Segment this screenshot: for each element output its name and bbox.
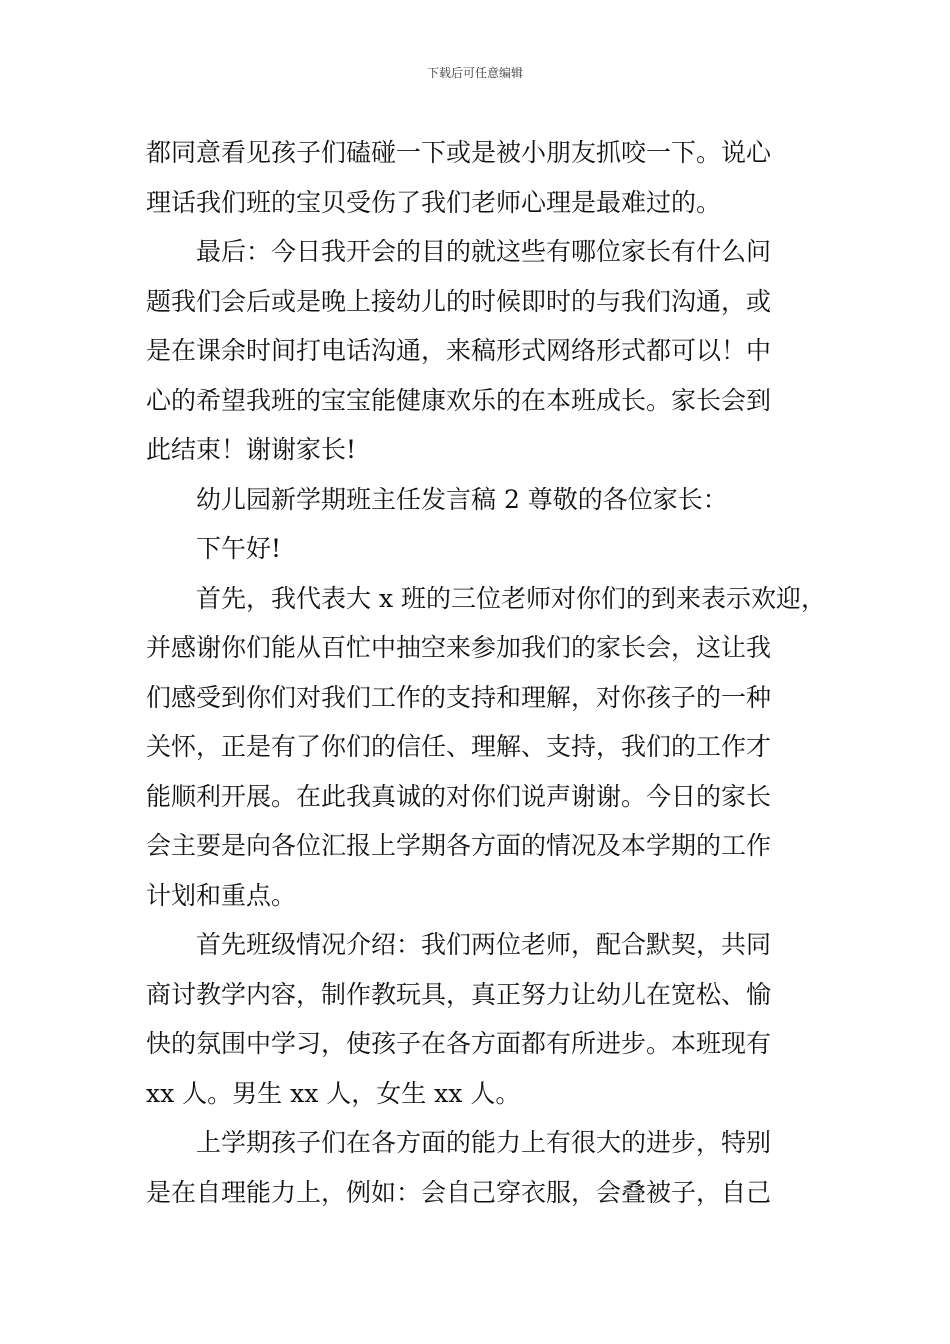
text-line: 商讨教学内容，制作教玩具，真正努力让幼儿在宽松、愉 [146, 979, 772, 1009]
text-line: 都同意看见孩子们磕碰一下或是被小朋友抓咬一下。说心 [146, 138, 772, 167]
text-line: 能顺利开展。在此我真诚的对你们说声谢谢。今日的家长 [146, 781, 772, 811]
text-line: 快的氛围中学习，使孩子在各方面都有所进步。本班现有 [146, 1029, 772, 1058]
text-line: 们感受到你们对我们工作的支持和理解，对你孩子的一种 [146, 682, 772, 712]
text-line: xx 人。男生 xx 人，女生 xx 人。 [146, 1078, 521, 1108]
text-line: 是在课余时间打电话沟通，来稿形式网络形式都可以！中 [146, 336, 772, 365]
text-line: 此结束！谢谢家长! [146, 435, 357, 464]
text-line: 并感谢你们能从百忙中抽空来参加我们的家长会，这让我 [146, 633, 772, 662]
text-line: 关怀，正是有了你们的信任、理解、支持，我们的工作才 [146, 732, 772, 761]
text-line: 计划和重点。 [146, 880, 297, 910]
text-line: 下午好! [196, 534, 282, 563]
text-line: 是在自理能力上，例如：会自己穿衣服，会叠被子，自己 [146, 1177, 772, 1207]
text-line: 题我们会后或是晚上接幼儿的时候即时的与我们沟通，或 [146, 286, 772, 316]
text-line: 会主要是向各位汇报上学期各方面的情况及本学期的工作 [146, 831, 772, 860]
text-line: 幼儿园新学期班主任发言稿 2 尊敬的各位家长： [196, 484, 728, 514]
text-line: 最后：今日我开会的目的就这些有哪位家长有什么问 [196, 237, 772, 266]
text-line: 理话我们班的宝贝受伤了我们老师心理是最难过的。 [146, 187, 722, 217]
text-line: 心的希望我班的宝宝能健康欢乐的在本班成长。家长会到 [146, 385, 772, 415]
page-header: 下载后可任意编辑 [426, 66, 523, 80]
text-line: 首先，我代表大 x 班的三位老师对你们的到来表示欢迎， [196, 583, 826, 613]
text-line: 首先班级情况介绍：我们两位老师，配合默契，共同 [196, 930, 772, 959]
text-line: 上学期孩子们在各方面的能力上有很大的进步，特别 [196, 1128, 772, 1157]
document-body [146, 128, 826, 1217]
